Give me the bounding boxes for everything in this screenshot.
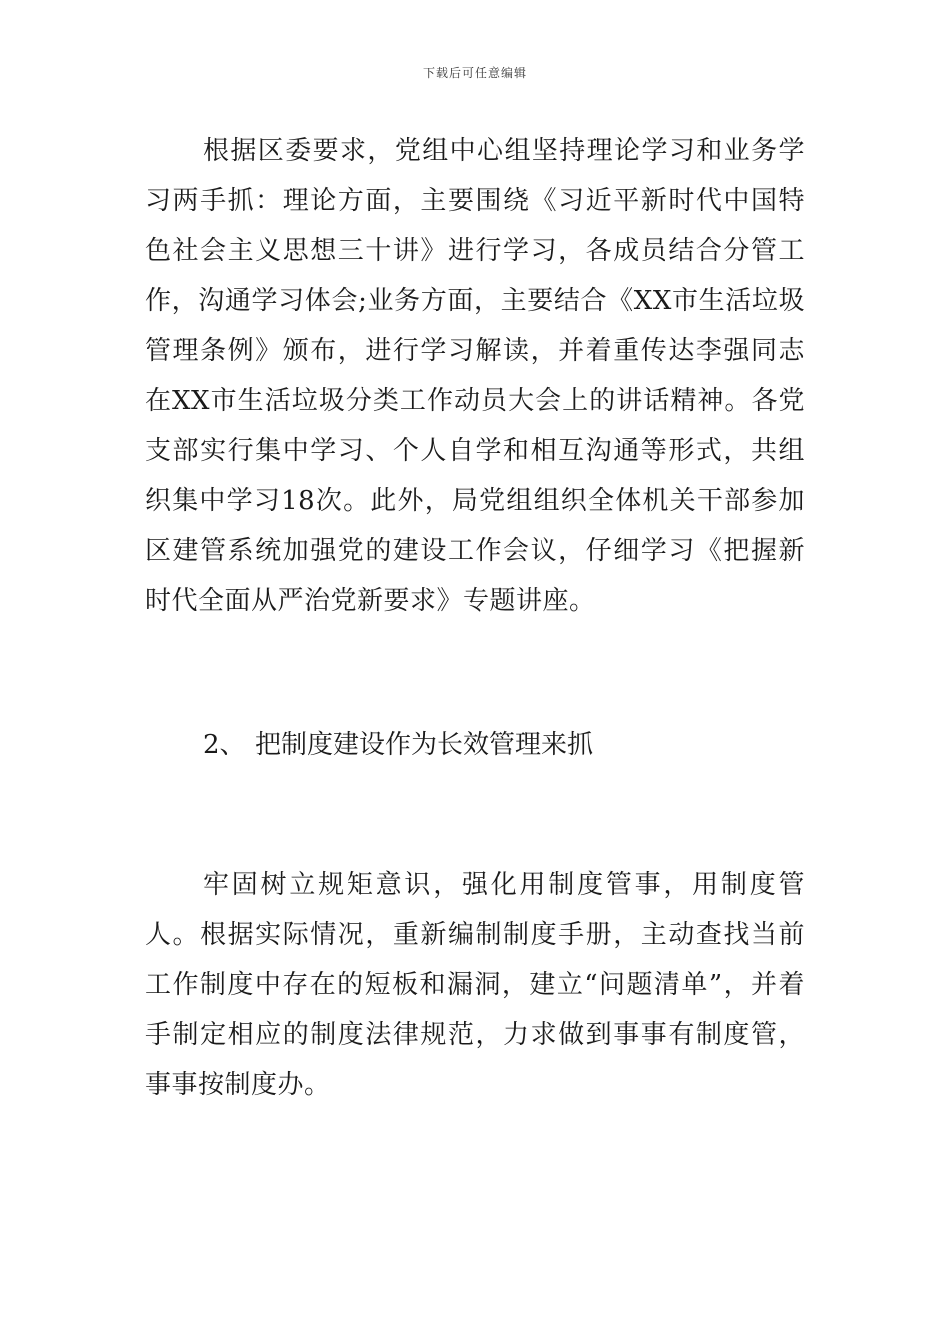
section-number: 2、 (203, 730, 246, 760)
section-title: 把制度建设作为长效管理来抓 (255, 730, 594, 760)
body-paragraph-1: 根据区委要求，党组中心组坚持理论学习和业务学习两手抓：理论方面，主要围绕《习近平新时代中国特色社会主义思想三十讲》进行学习，各成员结合分管工作，沟通学习体会;业务方面，主要结合《XX市生活垃圾管理条例》颁布，进行学习解读，并着重传达李强同志在XX市生活垃圾分类工作动员大会上的讲话精神。各党支部实行集中学习、个人自学和相互沟通等形式，共组织集中学习18次。此外，局党组组织全体机关干部参加区建管系统加强党的建设工作会议，仔细学习《把握新时代全面从严治党新要求》专题讲座。 (145, 136, 805, 616)
body-paragraph-2: 牢固树立规矩意识，强化用制度管事，用制度管人。根据实际情况，重新编制制度手册，主动查找当前工作制度中存在的短板和漏洞，建立“问题清单”，并着手制定相应的制度法律规范，力求做到事事有制度管，事事按制度办。 (145, 870, 805, 1100)
page-header: 下载后可任意编辑 (422, 66, 527, 80)
section-heading (203, 720, 593, 770)
